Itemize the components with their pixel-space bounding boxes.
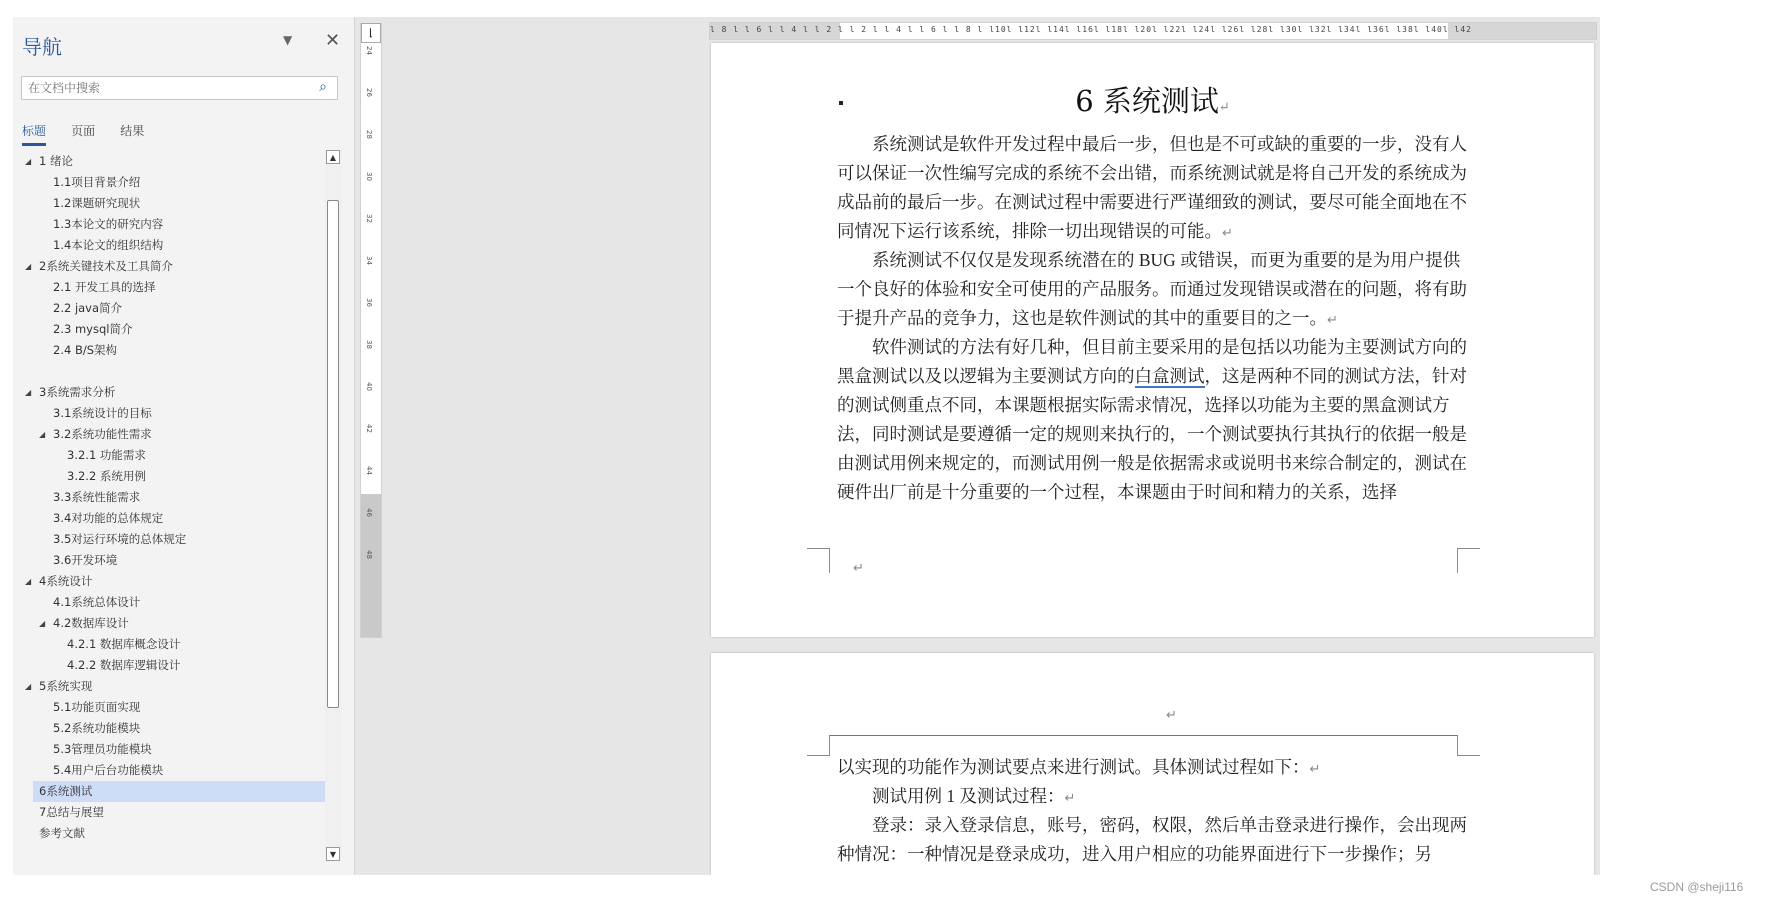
tab-pages[interactable]: 页面 — [71, 124, 96, 138]
nav-heading-label: 3.2.2 系统用例 — [67, 469, 146, 483]
ruler-tick-label: 32 — [365, 214, 373, 223]
nav-heading-item — [13, 361, 325, 382]
navigation-pane — [13, 17, 355, 875]
close-icon[interactable]: ✕ — [325, 30, 341, 51]
nav-title: 导航 — [22, 35, 62, 59]
paragraph-text: 以实现的功能作为测试要点来进行测试。具体测试过程如下： — [837, 757, 1310, 777]
nav-heading-item[interactable] — [13, 151, 325, 172]
nav-heading-item[interactable] — [13, 613, 325, 634]
paragraph-mark-icon: ↵ — [1218, 100, 1230, 115]
nav-tabs — [22, 120, 164, 146]
search-icon[interactable]: ⌕ — [319, 79, 327, 95]
nav-heading-label: 3.5对运行环境的总体规定 — [53, 532, 187, 546]
nav-heading-label: 3.1系统设计的目标 — [53, 406, 152, 420]
ruler-tick-label: 48 — [365, 550, 373, 559]
paragraph[interactable] — [837, 130, 1467, 247]
nav-heading-item[interactable] — [13, 235, 325, 256]
paragraph-text: 系统测试不仅仅是发现系统潜在的 BUG 或错误，而更为重要的是为用户提供一个良好的体验和安全可使用的产品服务。而通过发现错误或潜在的问题，将有助于提升产品的竞争力，这也是软件测试的其中的重要目的之一。 — [837, 250, 1467, 328]
nav-heading-label: 4.1系统总体设计 — [53, 595, 141, 609]
nav-heading-item[interactable] — [13, 487, 325, 508]
nav-heading-item[interactable] — [13, 550, 325, 571]
ruler-tick-label: 42 — [365, 424, 373, 433]
nav-heading-label: 4.2数据库设计 — [53, 616, 129, 630]
nav-heading-item[interactable] — [13, 256, 325, 277]
paragraph[interactable] — [837, 811, 1467, 869]
horizontal-ruler[interactable] — [709, 22, 1597, 40]
paragraph-mark-icon: ↵ — [1327, 312, 1338, 327]
expand-arrow-icon[interactable]: ◢ — [25, 577, 32, 586]
ruler-tick-label: 40 — [365, 382, 373, 391]
nav-heading-item[interactable] — [13, 382, 325, 403]
spelling-underline[interactable]: 白盒测试 — [1134, 366, 1205, 386]
paragraph[interactable] — [837, 753, 1467, 783]
paragraph[interactable] — [837, 246, 1467, 334]
nav-heading-label: 5系统实现 — [39, 679, 93, 693]
nav-heading-label: 4系统设计 — [39, 574, 93, 588]
nav-heading-item[interactable] — [13, 298, 325, 319]
ruler-tick-label: 38 — [365, 340, 373, 349]
paragraph[interactable] — [837, 782, 1467, 812]
chevron-down-icon[interactable]: ▼ — [283, 33, 293, 47]
ruler-tick-label: 28 — [365, 130, 373, 139]
document-page[interactable] — [711, 653, 1594, 875]
heading-text: 6 系统测试 — [1075, 84, 1219, 118]
nav-heading-item[interactable] — [13, 634, 325, 655]
page-corner-mark — [807, 735, 830, 756]
word-window — [13, 17, 1600, 875]
page-corner-mark — [807, 548, 830, 573]
nav-heading-label: 1.3本论文的研究内容 — [53, 217, 164, 231]
nav-heading-label: 1.2课题研究现状 — [53, 196, 141, 210]
nav-heading-item[interactable] — [13, 823, 325, 844]
nav-heading-label: 5.4用户后台功能模块 — [53, 763, 164, 777]
nav-heading-label: 1.4本论文的组织结构 — [53, 238, 164, 252]
paragraph-mark-icon: ↵ — [1309, 761, 1321, 776]
nav-heading-item[interactable] — [33, 781, 325, 802]
header-divider — [829, 735, 1457, 736]
nav-heading-label: 3.4对功能的总体规定 — [53, 511, 164, 525]
nav-heading-label: 3.2.1 功能需求 — [67, 448, 146, 462]
nav-heading-item[interactable] — [13, 592, 325, 613]
expand-arrow-icon[interactable]: ◢ — [25, 157, 32, 166]
nav-heading-item[interactable] — [13, 655, 325, 676]
nav-heading-item[interactable] — [13, 466, 325, 487]
paragraph[interactable] — [837, 333, 1467, 507]
nav-heading-item[interactable] — [13, 571, 325, 592]
nav-heading-label: 4.2.2 数据库逻辑设计 — [67, 658, 181, 672]
document-heading[interactable] — [711, 79, 1594, 120]
nav-heading-item[interactable] — [13, 319, 325, 340]
nav-heading-item[interactable] — [13, 676, 325, 697]
nav-heading-label: 2.4 B/S架构 — [53, 343, 118, 357]
expand-arrow-icon[interactable]: ◢ — [39, 430, 46, 439]
nav-heading-label: 2系统关键技术及工具简介 — [39, 259, 173, 273]
tab-results[interactable]: 结果 — [120, 124, 145, 138]
nav-heading-label: 5.2系统功能模块 — [53, 721, 141, 735]
nav-heading-label: 2.1 开发工具的选择 — [53, 280, 156, 294]
nav-heading-label: 3.3系统性能需求 — [53, 490, 141, 504]
nav-heading-item[interactable] — [13, 445, 325, 466]
nav-heading-item[interactable] — [13, 697, 325, 718]
paragraph-text: 登录：录入登录信息，账号，密码，权限，然后单击登录进行操作，会出现两种情况：一种情况是登录成功，进入用户相应的功能界面进行下一步操作；另 — [837, 815, 1467, 864]
nav-heading-label: 1 绪论 — [39, 154, 73, 168]
vertical-ruler — [360, 23, 382, 638]
nav-heading-item[interactable] — [13, 739, 325, 760]
nav-heading-label: 3.2系统功能性需求 — [53, 427, 152, 441]
nav-heading-item[interactable] — [13, 718, 325, 739]
nav-heading-item[interactable] — [13, 193, 325, 214]
expand-arrow-icon[interactable]: ◢ — [25, 262, 32, 271]
page-corner-mark — [1457, 548, 1480, 573]
nav-heading-item[interactable] — [13, 529, 325, 550]
scroll-up-icon[interactable]: ▲ — [326, 150, 340, 164]
ruler-tick-label: 34 — [365, 256, 373, 265]
scroll-down-icon[interactable]: ▼ — [326, 847, 340, 861]
paragraph-text: 系统测试是软件开发过程中最后一步，但也是不可或缺的重要的一步，没有人可以保证一次性编写完成的系统不会出错，而系统测试就是将自己开发的系统成为成品前的最后一步。在测试过程中需要进行严谨细致的测试，要尽可能全面地在不同情况下运行该系统，排除一切出现错误的可能。 — [837, 134, 1467, 241]
paragraph-text: 软件测试的方法有好几种，但目前主要采用的是包括以功能为主要测试方向的黑盒测试以及以逻辑为主要测试方向的白盒测试，这是两种不同的测试方法，针对的测试侧重点不同，本课题根据实际需求情况，选择以功能为主要的黑盒测试方法，同时测试是要遵循一定的规则来执行的，一个测试要执行其执行的依据一般是由测试用例来规定的，而测试用例一般是依据需求或说明书来综合制定的，测试在硬件出厂前是十分重要的一个过程，本课题由于时间和精力的关系，选择 — [837, 337, 1467, 502]
tab-selector-icon[interactable]: ⌊ — [361, 23, 381, 43]
ruler-tick-label: 44 — [365, 466, 373, 475]
nav-heading-label: 3系统需求分析 — [39, 385, 116, 399]
document-page[interactable] — [711, 43, 1594, 637]
nav-heading-label: 2.3 mysql简介 — [53, 322, 133, 336]
nav-heading-label: 5.1功能页面实现 — [53, 700, 141, 714]
tab-headings[interactable]: 标题 — [22, 122, 46, 146]
nav-heading-item[interactable] — [13, 403, 325, 424]
nav-heading-label: 2.2 java简介 — [53, 301, 123, 315]
nav-heading-label: 参考文献 — [39, 826, 85, 840]
nav-heading-label: 5.3管理员功能模块 — [53, 742, 152, 756]
expand-arrow-icon[interactable]: ◢ — [25, 682, 32, 691]
nav-heading-label: 4.2.1 数据库概念设计 — [67, 637, 181, 651]
ruler-scale: l 8 l l 6 l l 4 l l 2 l l 2 l l 4 l l 6 l l 8 l l10l l12l l14l l16l l18l l20l l22l l24l l26l l28l l30l l32l l34l l36l l38l l40l l42 — [710, 25, 1472, 34]
paragraph-mark-icon: ↵ — [1166, 708, 1177, 723]
nav-heading-item[interactable] — [13, 508, 325, 529]
nav-heading-label: 6系统测试 — [39, 784, 93, 798]
nav-heading-item[interactable] — [13, 760, 325, 781]
nav-heading-item[interactable] — [13, 424, 325, 445]
search-box[interactable] — [21, 76, 338, 100]
ruler-tick-label: 30 — [365, 172, 373, 181]
paragraph-text: 测试用例 1 及测试过程： — [872, 786, 1065, 806]
nav-heading-item[interactable] — [13, 340, 325, 361]
paragraph-mark-icon: ↵ — [1064, 790, 1076, 805]
nav-heading-item[interactable] — [13, 214, 325, 235]
nav-scrollbar[interactable] — [325, 150, 342, 861]
scrollbar-thumb[interactable] — [327, 200, 339, 708]
search-input[interactable] — [22, 77, 298, 99]
nav-heading-label: 7总结与展望 — [39, 805, 104, 819]
nav-heading-item[interactable] — [13, 277, 325, 298]
ruler-tick-label: 26 — [365, 88, 373, 97]
paragraph-mark-icon: ↵ — [853, 561, 864, 576]
ruler-tick-label: 46 — [365, 508, 373, 517]
ruler-tick-label: 36 — [365, 298, 373, 307]
heading-tree — [13, 151, 325, 844]
watermark: CSDN @sheji116 — [1650, 880, 1744, 894]
nav-heading-item[interactable] — [13, 802, 325, 823]
nav-heading-label: 1.1项目背景介绍 — [53, 175, 141, 189]
nav-heading-item[interactable] — [13, 172, 325, 193]
expand-arrow-icon[interactable]: ◢ — [39, 619, 46, 628]
expand-arrow-icon[interactable]: ◢ — [25, 388, 32, 397]
paragraph-mark-icon: ↵ — [1222, 225, 1233, 240]
nav-heading-label: 3.6开发环境 — [53, 553, 118, 567]
ruler-tick-label: 24 — [365, 46, 373, 55]
